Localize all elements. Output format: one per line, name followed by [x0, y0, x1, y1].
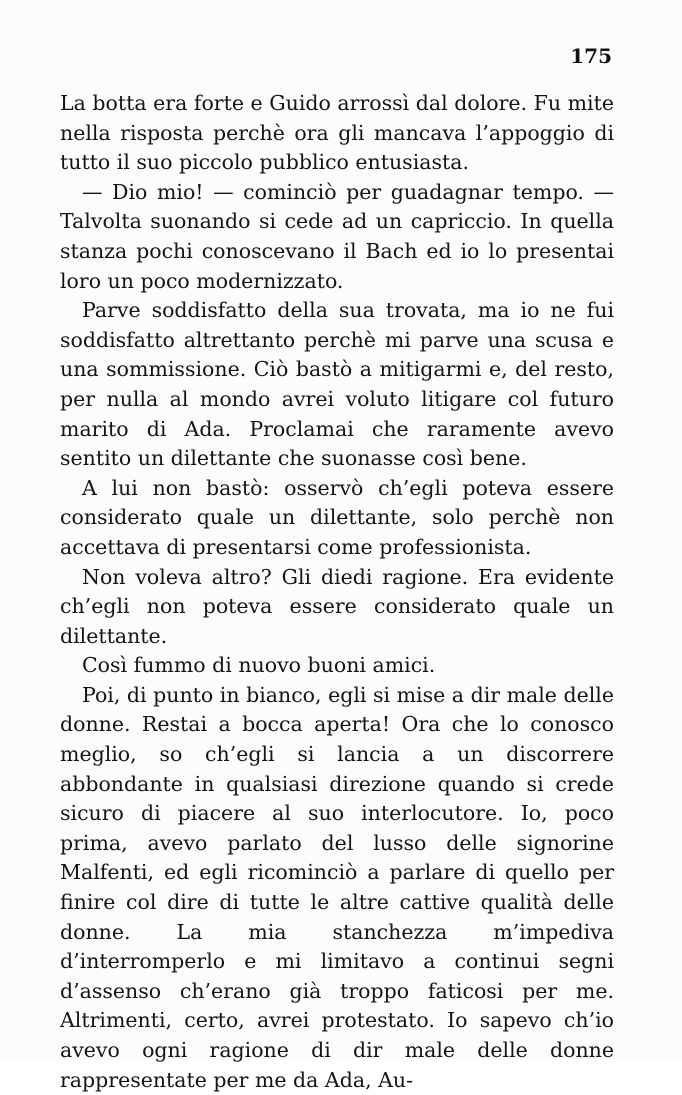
paragraph-3: Parve soddisfatto della sua trovata, ma io ne fui soddisfatto altrettanto perchè mi parve una scusa e una sommissione. Ciò bastò a mitigarmi e, del resto, per nulla al mondo avrei voluto litigare col futuro marito di Ada. Proclamai che raramente avevo sentito un dilettante che suonasse così bene. — [60, 298, 614, 471]
paragraph-4: A lui non bastò: osservò ch’egli poteva essere considerato quale un dilettante, solo perchè non accettava di presentarsi come professionista. — [60, 475, 614, 559]
body-text — [60, 89, 614, 1095]
paragraph-2: — Dio mio! — cominciò per guadagnar tempo. — Talvolta suonando si cede ad un capriccio. In quella stanza pochi conoscevano il Bach ed io lo presentai loro un poco modernizzato. — [60, 179, 614, 293]
paragraph-7: Poi, di punto in bianco, egli si mise a dir male delle donne. Restai a bocca aperta! Ora che lo conosco meglio, so ch’egli si lancia a un discorrere abbondante in qualsiasi direzione quando si crede sicuro di piacere al suo interlocutore. Io, poco prima, avevo parlato del lusso delle signorine Malfenti, ed egli ricominciò a parlare di quello per finire col dire di tutte le altre cattive qualità delle donne. La mia stanchezza m’impediva d’interromperlo e mi limitavo a continui segni d’assenso ch’erano già troppo faticosi per me. Altrimenti, certo, avrei protestato. Io sapevo ch’io avevo ogni ragione di dir male delle donne rappresentate per me da Ada, Au- — [60, 682, 614, 1092]
page-number: 175 — [570, 44, 612, 68]
paragraph-6: Così fummo di nuovo buoni amici. — [82, 653, 436, 678]
paragraph-5: Non voleva altro? Gli diedi ragione. Era evidente ch’egli non poteva essere considerato quale un dilettante. — [60, 564, 614, 648]
paragraph-1: La botta era forte e Guido arrossì dal dolore. Fu mite nella risposta perchè ora gli mancava l’appoggio di tutto il suo piccolo pubblico entusiasta. — [60, 91, 614, 175]
